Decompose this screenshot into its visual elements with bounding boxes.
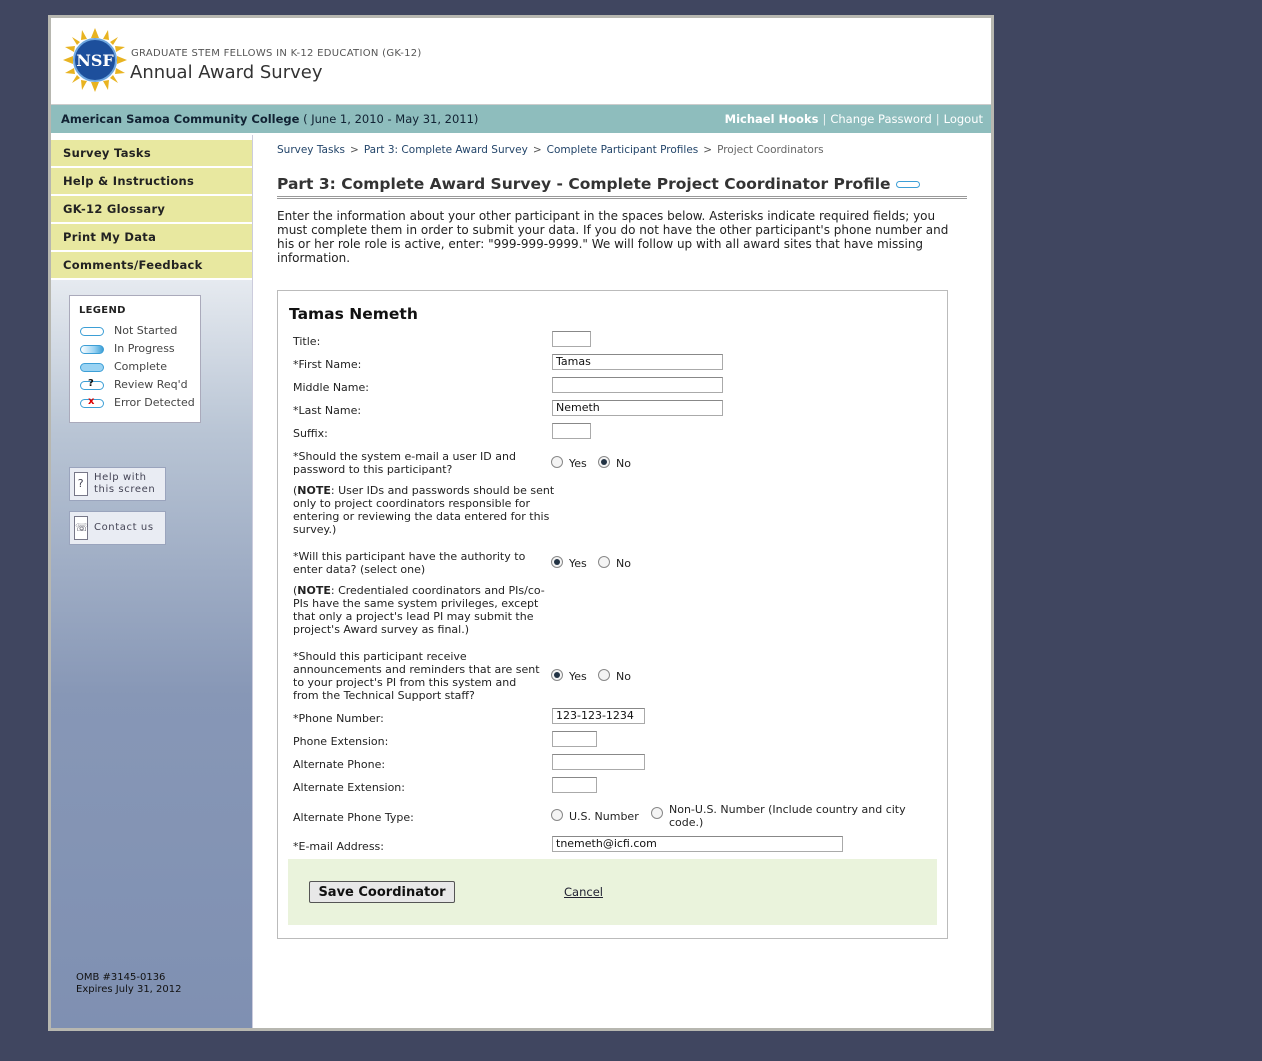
email-input[interactable]: tnemeth@icfi.com [552, 836, 843, 852]
authority-question: *Will this participant have the authority to enter data? (select one) [293, 550, 526, 576]
info-bar [51, 105, 991, 133]
no-label: No [616, 457, 631, 470]
radio-icon [551, 456, 563, 468]
announcements-yes[interactable] [551, 669, 587, 683]
yes-label: Yes [569, 670, 587, 683]
alt-ext-label: Alternate Extension: [293, 781, 405, 794]
radio-selected-icon [598, 456, 610, 468]
non-us-number-label: Non-U.S. Number (Include country and city code.) [669, 803, 906, 829]
help-this-screen-button[interactable] [69, 467, 166, 501]
note-text: : Credentialed coordinators and PIs/co-PIs have the same system privileges, except that only a project's lead PI may submit the project's Award survey as final.) [293, 584, 545, 636]
radio-icon [651, 807, 663, 819]
alt-ext-input[interactable] [552, 777, 597, 793]
no-label: No [616, 557, 631, 570]
legend-in-progress [80, 342, 175, 355]
last-name-label: *Last Name: [293, 404, 362, 417]
omb-info [76, 972, 182, 996]
us-number-radio[interactable] [551, 809, 639, 823]
alt-phone-type-label: Alternate Phone Type: [293, 811, 414, 824]
radio-icon [598, 669, 610, 681]
alt-phone-input[interactable] [552, 754, 645, 770]
last-name-input[interactable]: Nemeth [552, 400, 723, 416]
institution-name: American Samoa Community College [61, 112, 300, 126]
in-progress-icon [80, 345, 104, 354]
legend-error-detected [80, 396, 195, 409]
radio-icon [598, 556, 610, 568]
status-not-started-icon [896, 181, 920, 188]
note-privileges: (NOTE: Credentialed coordinators and PIs/co-PIs have the same system privileges, except that only a project's lead PI may submit the project's Award survey as final.) [293, 584, 545, 636]
change-password-link[interactable]: Change Password [830, 112, 932, 126]
logout-link[interactable]: Logout [943, 112, 983, 126]
help-line-2: this screen [94, 484, 156, 495]
program-name: GRADUATE STEM FELLOWS IN K-12 EDUCATION (GK-12) [131, 48, 422, 59]
note-user-ids: (NOTE: User IDs and passwords should be sent only to project coordinators responsible for entering or reviewing the data entered for this survey.) [293, 484, 555, 536]
nav-glossary[interactable]: GK-12 Glossary [51, 196, 252, 224]
survey-title: Annual Award Survey [130, 62, 323, 83]
alt-phone-label: Alternate Phone: [293, 758, 386, 771]
legend-label: Not Started [114, 324, 178, 337]
cancel-link[interactable]: Cancel [564, 885, 603, 899]
sidebar [51, 135, 253, 1028]
non-us-number-radio[interactable] [651, 803, 921, 829]
site-header [51, 18, 991, 105]
breadcrumb-survey-tasks[interactable]: Survey Tasks [277, 144, 345, 156]
middle-name-label: Middle Name: [293, 381, 369, 394]
first-name-label: *First Name: [293, 358, 362, 371]
no-label: No [616, 670, 631, 683]
title-label: Title: [293, 335, 321, 348]
contact-us-label: Contact us [94, 522, 154, 533]
yes-label: Yes [569, 457, 587, 470]
page-title-text: Part 3: Complete Award Survey - Complete Project Coordinator Profile [277, 175, 891, 193]
legend-label: Complete [114, 360, 168, 373]
suffix-label: Suffix: [293, 427, 328, 440]
radio-selected-icon [551, 669, 563, 681]
email-userid-question: *Should the system e-mail a user ID and password to this participant? [293, 450, 516, 476]
announcements-question: *Should this participant receive announcements and reminders that are sent to your project's PI from this system and from the Technical Support staff? [293, 650, 540, 702]
note-bold: NOTE [297, 484, 331, 497]
user-name: Michael Hooks [724, 112, 819, 126]
email-label: *E-mail Address: [293, 840, 384, 853]
phone-ext-input[interactable] [552, 731, 597, 747]
nav-comments-feedback[interactable]: Comments/Feedback [51, 252, 252, 280]
person-name: Tamas Nemeth [289, 305, 418, 323]
award-period: ( June 1, 2010 - May 31, 2011) [303, 112, 479, 126]
first-name-input[interactable]: Tamas [552, 354, 723, 370]
radio-icon [551, 809, 563, 821]
user-links: Michael Hooks | Change Password | Logout [724, 112, 983, 126]
yes-label: Yes [569, 557, 587, 570]
note-text: : User IDs and passwords should be sent only to project coordinators responsible for entering or reviewing the data entered for this survey.) [293, 484, 555, 536]
legend-label: In Progress [114, 342, 175, 355]
review-required-icon: ? [80, 381, 104, 390]
breadcrumb-participant-profiles[interactable]: Complete Participant Profiles [546, 144, 699, 156]
nav-survey-tasks[interactable]: Survey Tasks [51, 140, 252, 168]
breadcrumb: Survey Tasks > Part 3: Complete Award Survey > Complete Participant Profiles > Project Coordinators [277, 144, 824, 156]
nav-print-my-data[interactable]: Print My Data [51, 224, 252, 252]
note-bold: NOTE [297, 584, 331, 597]
contact-us-button[interactable] [69, 511, 166, 545]
phone-label: *Phone Number: [293, 712, 384, 725]
phone-icon: ☏ [74, 516, 88, 540]
radio-selected-icon [551, 556, 563, 568]
breadcrumb-current: Project Coordinators [717, 144, 824, 156]
form-actions [288, 859, 937, 925]
authority-yes[interactable] [551, 556, 587, 570]
page-title [277, 175, 967, 199]
app-window [48, 15, 994, 1031]
legend [69, 295, 201, 423]
coordinator-form [277, 290, 948, 939]
nsf-logo-icon[interactable] [63, 28, 127, 92]
omb-expiry: Expires July 31, 2012 [76, 984, 182, 995]
legend-complete [80, 360, 167, 373]
suffix-input[interactable] [552, 423, 591, 439]
intro-text: Enter the information about your other participant in the spaces below. Asterisks indicate required fields; you must complete them in order to submit your data. If you do not have the other participant's phone number and his or her role role is active, enter: "999-999-9999." We will follow up with all award sites that have missing information. [277, 209, 949, 265]
phone-input[interactable]: 123-123-1234 [552, 708, 645, 724]
announcements-no[interactable] [598, 669, 631, 683]
legend-review-reqd [80, 378, 188, 391]
title-input[interactable] [552, 331, 591, 347]
legend-title: LEGEND [79, 305, 126, 316]
omb-number: OMB #3145-0136 [76, 972, 166, 983]
institution-info [61, 105, 478, 133]
not-started-icon [80, 327, 104, 336]
phone-ext-label: Phone Extension: [293, 735, 389, 748]
breadcrumb-part3[interactable]: Part 3: Complete Award Survey [363, 144, 528, 156]
nav-help-instructions[interactable]: Help & Instructions [51, 168, 252, 196]
question-icon: ? [74, 472, 88, 496]
complete-icon [80, 363, 104, 372]
save-coordinator-button[interactable]: Save Coordinator [309, 881, 455, 903]
error-detected-icon: x [80, 399, 104, 408]
legend-not-started [80, 324, 177, 337]
us-number-label: U.S. Number [569, 810, 639, 823]
legend-label: Error Detected [114, 396, 195, 409]
email-userid-no[interactable] [598, 456, 631, 470]
email-userid-yes[interactable] [551, 456, 587, 470]
middle-name-input[interactable] [552, 377, 723, 393]
logo-text: NSF [76, 51, 114, 70]
legend-label: Review Req'd [114, 378, 188, 391]
authority-no[interactable] [598, 556, 631, 570]
help-line-1: Help with [94, 472, 147, 483]
